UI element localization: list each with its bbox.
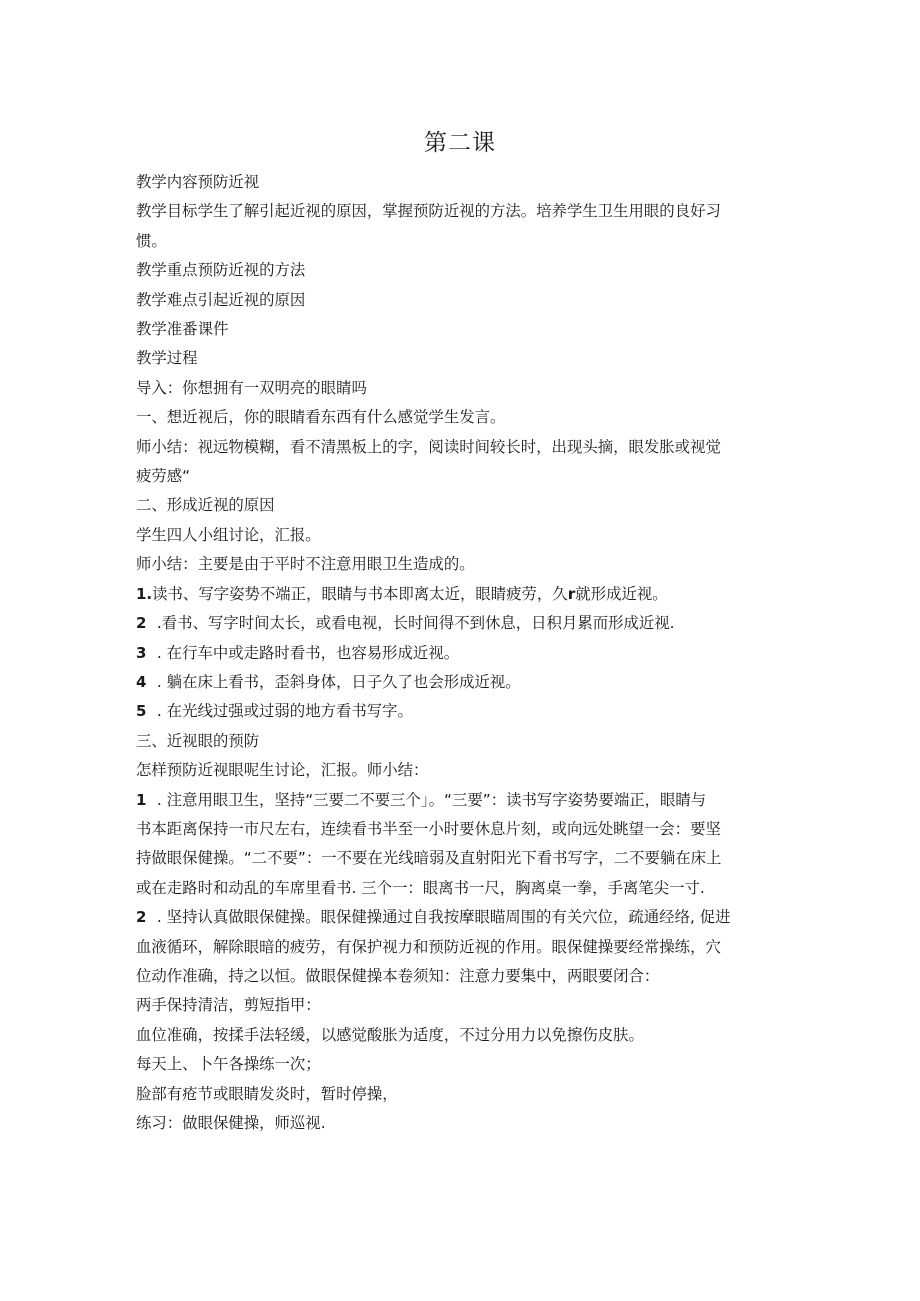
cause-item-5-text: . 在光线过强或过弱的地方看书写字。 <box>152 702 413 721</box>
note-accurate-points: 血位准确，按揉手法轻缓，以感觉酸胀为适度，不过分用力以免擦伤皮肤。 <box>136 1025 644 1044</box>
cause-item-3-number: 3 <box>136 643 147 662</box>
section-two-heading: 二、形成近视的原因 <box>136 496 275 515</box>
teaching-process-line: 教学过程 <box>136 349 198 368</box>
teaching-goal-line-1: 教学目标学生了解引起近视的原因，掌握预防近视的方法。培养学生卫生用眼的良好习 <box>136 202 721 221</box>
cause-item-1-number: 1. <box>136 584 153 603</box>
note-clean-hands: 两手保持清洁，剪短指甲： <box>136 996 321 1015</box>
prevention-item-2-text-a: . 坚持认真做眼保健操。眼保健操通过自我按摩眼瞄周围的有关穴位，疏通经络, 促进 <box>152 908 731 927</box>
document-body <box>136 168 788 1138</box>
teaching-goal-line-2: 惯。 <box>136 231 167 250</box>
cause-item-1-text-c: 就形成近视。 <box>575 584 668 603</box>
introduction-line: 导入：你想拥有一双明亮的眼睛吗 <box>136 378 367 397</box>
prevention-item-1-number: 1 <box>136 790 147 809</box>
teaching-difficulty-line: 教学难点引起近视的原因 <box>136 290 306 309</box>
cause-item-2 <box>136 609 788 638</box>
teaching-content-line: 教学内容预防近视 <box>136 173 260 191</box>
prevention-item-2-line-3: 位动作准确，持之以恒。做眼保健操本卷须知：注意力要集中，两眼要闭合： <box>136 966 660 985</box>
note-pause-when-inflamed: 脸部有疮节或眼睛发炎时，暂时停操， <box>136 1084 398 1103</box>
prevention-item-2-line-2: 血液循环，解除眼暗的疲劳，有保护视力和预防近视的作用。眼保健操要经常操练，穴 <box>136 937 721 956</box>
prevention-item-1-text-a: . 注意用眼卫生，坚持“三要二不要三个」。“三要”：读书写字姿势要端正，眼睛与 <box>152 790 707 809</box>
cause-item-1 <box>136 580 788 609</box>
section-one-heading: 一、想近视后，你的眼睛看东西有什么感觉学生发言。 <box>136 408 506 427</box>
cause-item-4-text: . 躺在床上看书，歪斜身体，日子久了也会形成近视。 <box>152 672 521 691</box>
teaching-preparation-line: 教学准番课件 <box>136 320 229 339</box>
prevention-item-1-line-4: 或在走路时和动乱的车席里看书. 三个一：眼离书一尺，胸离桌一拳，手离笔尖一寸. <box>136 878 705 897</box>
cause-item-2-text: .看书、写字时间太长，或看电视，长时间得不到休息，日积月累而形成近视. <box>152 614 675 633</box>
prevention-item-1-line-3: 持做眼保健操。“二不要”：一不要在光线暗弱及直射阳光下看书写字，二不要躺在床上 <box>136 849 722 868</box>
prevention-item-1-line-1 <box>136 786 788 815</box>
cause-item-2-number: 2 <box>136 614 147 633</box>
lesson-title: 第二课 <box>424 130 496 156</box>
cause-item-3 <box>136 639 788 668</box>
summary-two-line: 师小结：主要是由于平时不注意用眼卫生造成的。 <box>136 555 475 574</box>
prevention-item-2-line-1 <box>136 903 788 932</box>
cause-item-3-text: . 在行车中或走路时看书，也容易形成近视。 <box>152 643 460 662</box>
group-discussion-line: 学生四人小组讨论，汇报。 <box>136 525 321 544</box>
note-twice-daily: 每天上、卜午各操练一次； <box>136 1055 321 1074</box>
cause-item-5-number: 5 <box>136 702 147 721</box>
prevention-item-1-line-2: 书本距离保持一市尺左右，连续看书半至一小时要休息片刻，或向远处眺望一会：要坚 <box>136 819 721 838</box>
teaching-focus-line: 教学重点预防近视的方法 <box>136 261 306 280</box>
section-three-heading: 三、近视眼的预防 <box>136 731 260 750</box>
prevention-item-2-number: 2 <box>136 908 147 927</box>
cause-item-4-number: 4 <box>136 672 147 691</box>
summary-one-line-1: 师小结：视远物模糊，看不清黑板上的字，阅读时间较长时，出现头摘，眼发胀或视觉 <box>136 437 721 456</box>
cause-item-5 <box>136 697 788 726</box>
cause-item-4 <box>136 668 788 697</box>
practice-line: 练习：做眼保健操，师巡视. <box>136 1114 326 1132</box>
cause-item-1-text-b: r <box>567 584 576 603</box>
summary-one-line-2: 疲劳感“ <box>136 467 191 486</box>
prevention-discussion-line: 怎样预防近视眼呢生讨论，汇报。师小结： <box>136 761 429 780</box>
cause-item-1-text-a: 读书、写字姿势不端正，眼睛与书本即离太近，眼睛疲劳，久 <box>152 584 568 603</box>
